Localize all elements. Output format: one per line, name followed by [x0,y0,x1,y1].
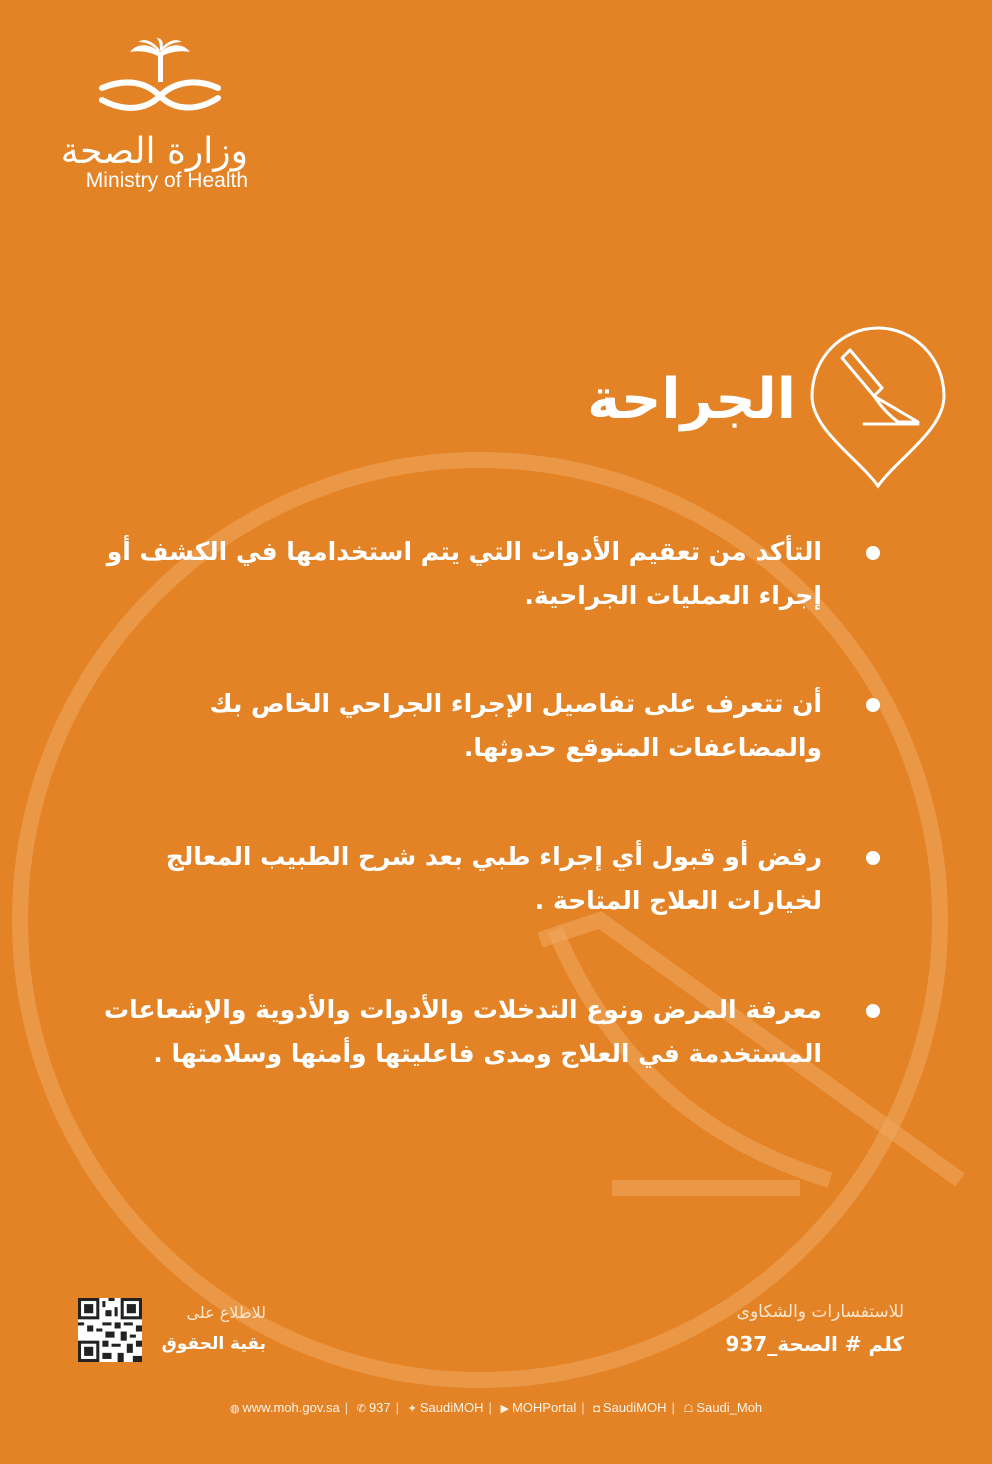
separator: | [581,1400,585,1415]
palm-swords-emblem-icon [96,38,226,116]
page-title: الجراحة [587,367,796,432]
list-item-text: رفض أو قبول أي إجراء طبي بعد شرح الطبيب المعالج لخيارات العلاج المتاحة . [165,842,822,915]
instagram-link[interactable]: ◘ SaudiMOH [593,1398,666,1419]
contact-hashtag[interactable]: كلم # الصحة_937 [725,1332,904,1356]
separator: | [488,1400,492,1415]
list-item-text: معرفة المرض ونوع التدخلات والأدوات والأدوية والإشعاعات المستخدمة في العلاج ومدى فاعليتها وأمنها وسلامتها . [103,995,822,1068]
bullet-icon [866,698,880,712]
twitter-link[interactable]: ✦ SaudiMOH [408,1398,484,1419]
snapchat-link[interactable]: ☖ Saudi_Moh [684,1398,763,1419]
bullet-icon [866,1004,880,1018]
list-item-text: أن تتعرف على تفاصيل الإجراء الجراحي الخاص بك والمضاعفات المتوقع حدوثها. [209,689,822,762]
snapchat-icon: ☖ [683,1403,694,1415]
phone-link[interactable]: ✆ 937 [357,1398,391,1419]
bullet-icon [866,546,880,560]
website-link[interactable]: ◍ www.moh.gov.sa [230,1398,340,1419]
twitter-icon: ✦ [407,1403,417,1415]
separator: | [671,1400,675,1415]
scalpel-pin-icon [798,318,958,493]
ministry-name-arabic: وزارة الصحة [60,131,248,172]
youtube-link[interactable]: ▶ MOHPortal [500,1398,576,1419]
bullet-icon [866,851,880,865]
phone-icon: ✆ [356,1403,366,1415]
ministry-name-english: Ministry of Health [85,169,248,192]
contact-label: للاستفسارات والشكاوى [736,1302,904,1322]
globe-icon: ◍ [229,1403,240,1415]
rights-label: للاطلاع على [186,1303,266,1322]
instagram-icon: ◘ [593,1403,600,1415]
list-item-text: التأكد من تعقيم الأدوات التي يتم استخدامها في الكشف أو إجراء العمليات الجراحية. [106,537,822,610]
separator: | [344,1400,349,1415]
moh-logo [60,38,260,198]
footer-links [0,1398,992,1419]
youtube-icon: ▶ [500,1403,509,1415]
qr-code-icon[interactable] [78,1298,142,1362]
separator: | [395,1400,400,1415]
rights-link[interactable]: بقية الحقوق [161,1334,266,1354]
